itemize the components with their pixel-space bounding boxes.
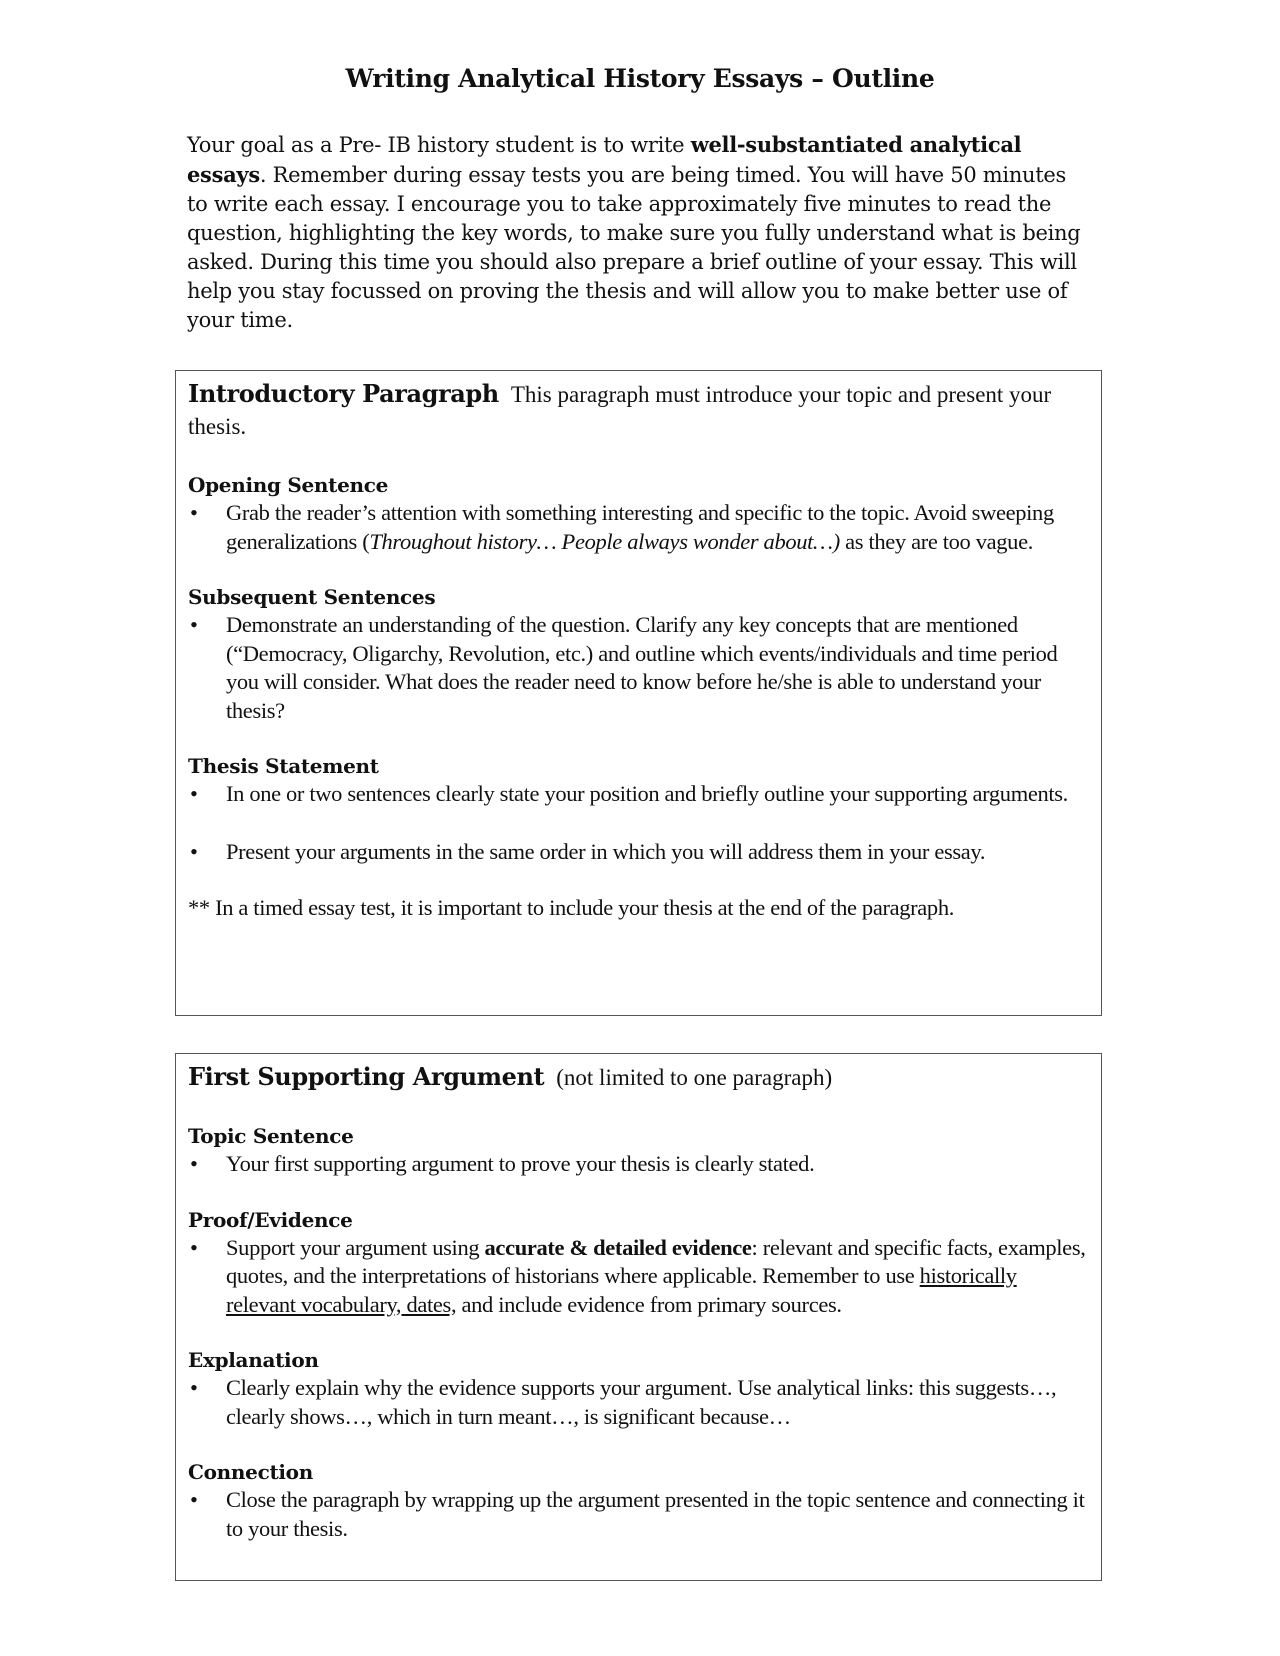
introductory-paragraph-box [175, 370, 1102, 1016]
explanation-bullet [188, 1374, 1089, 1431]
topic-text: Your first supporting argument to prove your thesis is clearly stated. [226, 1151, 815, 1176]
opening-sentence-bullet [188, 499, 1089, 556]
opening-text-2: as they are too vague. [839, 528, 1033, 554]
explanation-text: Clearly explain why the evidence supports your argument. Use analytical links: this suggests…, clearly shows…, which in turn meant…, is significant because… [226, 1375, 1057, 1429]
intro-paragraph [187, 130, 1087, 335]
opening-text-1: Grab the reader’s attention with something interesting and specific to the topic. Avoid sweeping generalizations ( [226, 500, 1054, 554]
connection-bullet [188, 1486, 1089, 1543]
connection-heading: Connection [188, 1460, 313, 1484]
intro-text-2: . Remember during essay tests you are being timed. You will have 50 minutes to write each essay. I encourage you to take approximately five minutes to read the question, highlighting the key words, to make sure you fully understand what is being asked. During this time you should also prepare a brief outline of your essay. This will help you stay focussed on proving the thesis and will allow you to make better use of your time. [187, 163, 1081, 332]
topic-sentence-bullet [188, 1150, 1089, 1179]
subsequent-text: Demonstrate an understanding of the question. Clarify any key concepts that are mentioned (“Democracy, Oligarchy, Revolution, etc.) and outline which events/individuals and time period you will consider. What does the reader need to know before he/she is able to understand your thesis? [226, 612, 1058, 723]
page-title: Writing Analytical History Essays – Outline [345, 64, 935, 93]
proof-text-3: and include evidence from primary sources. [456, 1291, 842, 1317]
subsequent-sentences-heading: Subsequent Sentences [188, 585, 436, 609]
first-argument-description: (not limited to one paragraph) [556, 1065, 833, 1090]
introductory-heading: Introductory Paragraph [188, 379, 499, 408]
connection-text: Close the paragraph by wrapping up the argument presented in the topic sentence and connecting it to your thesis. [226, 1487, 1085, 1541]
proof-bold: accurate & detailed evidence [484, 1234, 752, 1260]
proof-text-1: Support your argument using [226, 1234, 485, 1260]
explanation-heading: Explanation [188, 1348, 319, 1372]
thesis-statement-heading: Thesis Statement [188, 754, 379, 778]
first-argument-header [188, 1062, 1089, 1095]
subsequent-sentences-bullet [188, 611, 1089, 725]
bullet-icon: • [190, 1234, 198, 1260]
bullet-icon: • [190, 781, 198, 806]
timed-test-note: ** In a timed essay test, it is important to include your thesis at the end of the paragraph. [188, 895, 955, 920]
proof-text-2: : relevant and specific facts, examples, quotes, and the interpretations of historians where applicable. Remember to use [226, 1234, 1086, 1288]
bullet-icon: • [190, 500, 198, 525]
bullet-icon: • [190, 1487, 198, 1512]
thesis-bullet-1 [188, 780, 1089, 809]
first-supporting-argument-box [175, 1053, 1102, 1581]
opening-sentence-heading: Opening Sentence [188, 473, 389, 497]
intro-bold: well-substantiated analytical essays [187, 132, 1022, 187]
bullet-icon: • [190, 838, 198, 864]
bullet-icon: • [190, 1375, 198, 1400]
topic-sentence-heading: Topic Sentence [188, 1124, 354, 1148]
opening-italic: Throughout history… People always wonder about…) [369, 528, 840, 554]
introductory-description: This paragraph must introduce your topic and present your thesis. [188, 382, 1052, 439]
bullet-icon: • [190, 612, 198, 637]
proof-evidence-heading: Proof/Evidence [188, 1207, 353, 1232]
thesis-text-2: Present your arguments in the same order in which you will address them in your essay. [226, 838, 986, 864]
thesis-text-1: In one or two sentences clearly state your position and briefly outline your supporting arguments. [226, 781, 1068, 806]
proof-evidence-bullet [188, 1234, 1089, 1320]
first-argument-heading: First Supporting Argument [188, 1062, 545, 1091]
introductory-header [188, 379, 1089, 444]
bullet-icon: • [190, 1151, 198, 1176]
thesis-bullet-2 [188, 838, 1089, 867]
intro-text-1: Your goal as a Pre- IB history student is to write [187, 133, 691, 157]
proof-underline: historically relevant vocabulary, dates, [226, 1263, 1017, 1317]
